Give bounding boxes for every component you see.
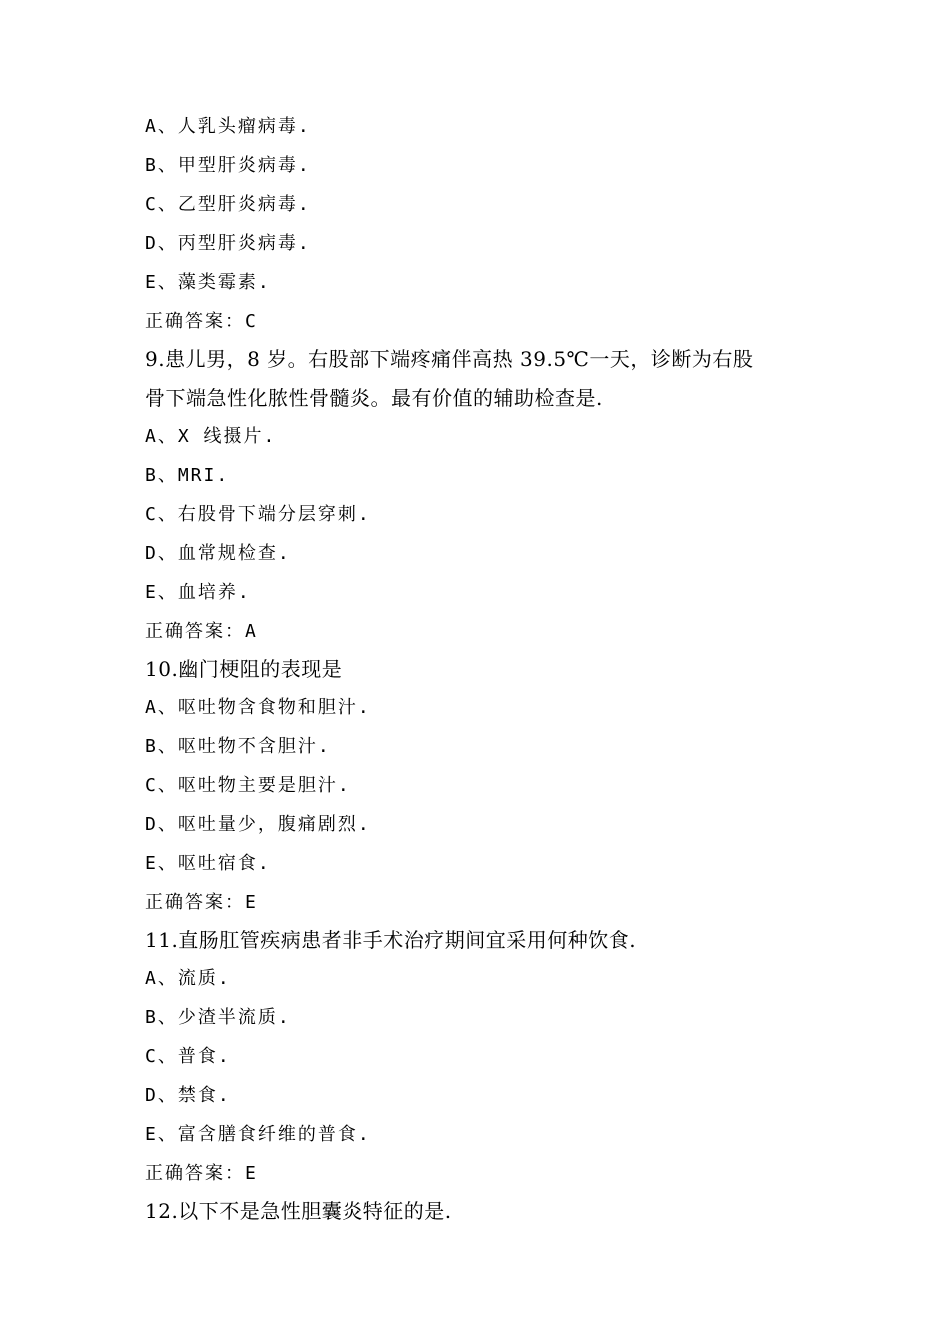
- option-line: E、血培养.: [145, 582, 251, 603]
- option-line: D、呕吐量少，腹痛剧烈.: [145, 814, 371, 835]
- option-line: C、右股骨下端分层穿刺.: [145, 504, 371, 525]
- option-line: C、乙型肝炎病毒.: [145, 194, 311, 215]
- question-line: 9.患儿男，8 岁。右股部下端疼痛伴高热 39.5℃一天，诊断为右股: [145, 347, 754, 371]
- option-line: E、富含膳食纤维的普食.: [145, 1124, 371, 1145]
- option-line: C、呕吐物主要是胆汁.: [145, 775, 351, 796]
- option-line: D、禁食.: [145, 1085, 231, 1106]
- answer-line: 正确答案：A: [145, 621, 258, 642]
- question-line: 12.以下不是急性胆囊炎特征的是.: [145, 1199, 452, 1223]
- option-line: E、藻类霉素.: [145, 272, 271, 293]
- answer-line: 正确答案：C: [145, 311, 258, 332]
- option-line: A、人乳头瘤病毒.: [145, 116, 311, 137]
- option-line: C、普食.: [145, 1046, 231, 1067]
- question-line: 11.直肠肛管疾病患者非手术治疗期间宜采用何种饮食.: [145, 928, 637, 952]
- option-line: D、丙型肝炎病毒.: [145, 233, 311, 254]
- option-line: D、血常规检查.: [145, 543, 291, 564]
- option-line: B、呕吐物不含胆汁.: [145, 736, 331, 757]
- answer-line: 正确答案：E: [145, 1163, 258, 1184]
- option-line: B、MRI.: [145, 465, 230, 486]
- option-line: E、呕吐宿食.: [145, 853, 271, 874]
- option-line: A、流质.: [145, 968, 231, 989]
- answer-line: 正确答案：E: [145, 892, 258, 913]
- question-line: 骨下端急性化脓性骨髓炎。最有价值的辅助检查是.: [145, 386, 603, 410]
- question-line: 10.幽门梗阻的表现是: [145, 657, 343, 681]
- option-line: A、X 线摄片.: [145, 426, 277, 447]
- option-line: B、甲型肝炎病毒.: [145, 155, 311, 176]
- option-line: B、少渣半流质.: [145, 1007, 291, 1028]
- option-line: A、呕吐物含食物和胆汁.: [145, 697, 371, 718]
